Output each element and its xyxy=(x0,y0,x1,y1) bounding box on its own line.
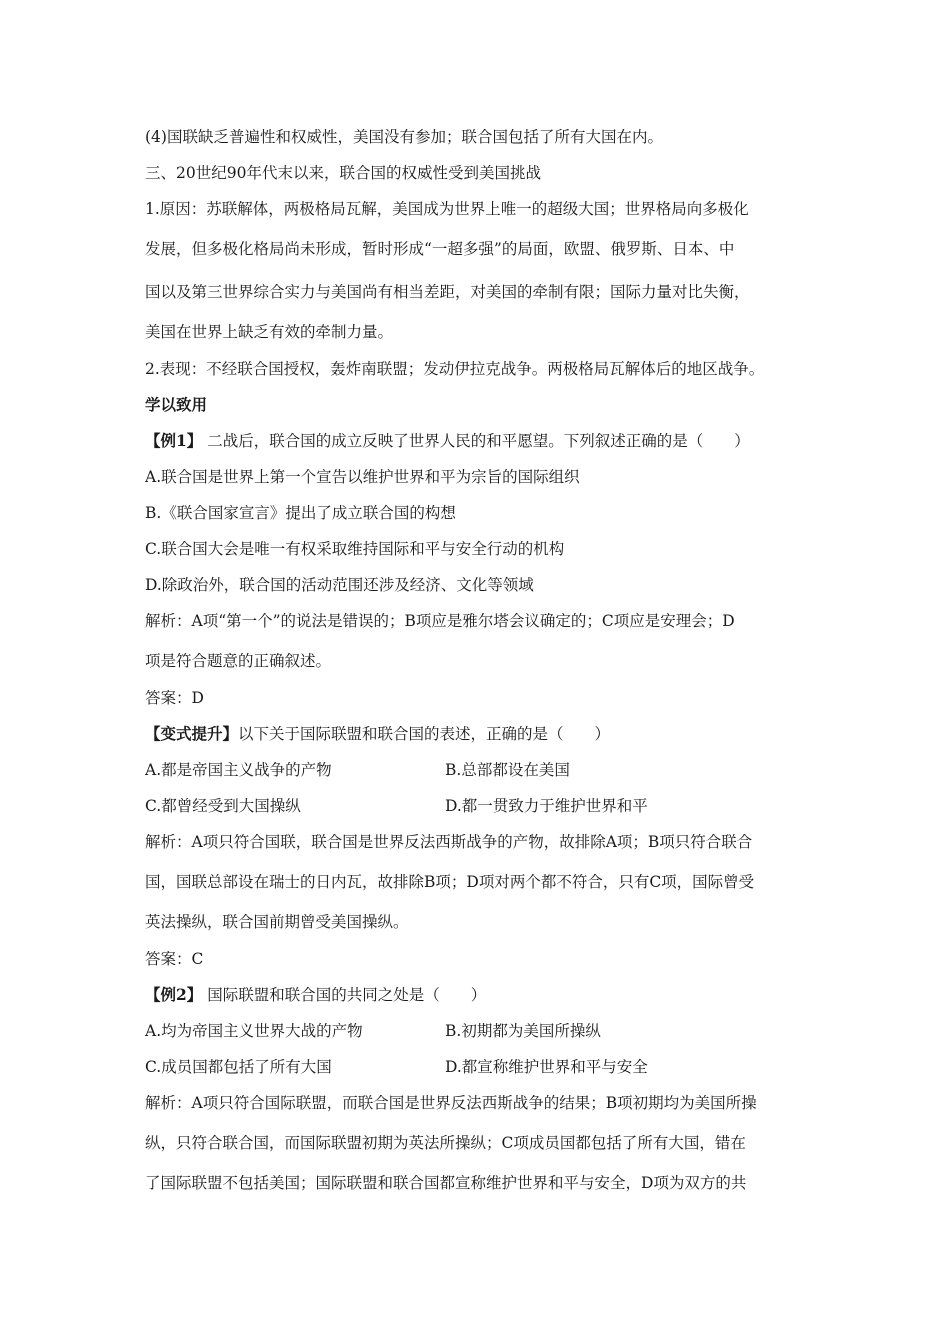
option-b: B.初期都为美国所操纵 xyxy=(445,1022,601,1040)
options-row xyxy=(145,1056,810,1078)
analysis-line: 解析：A项只符合国际联盟，而联合国是世界反法西斯战争的结果；B项初期均为美国所操 xyxy=(145,1094,757,1112)
answer-line: 答案：D xyxy=(145,689,204,707)
option-a: A.均为帝国主义世界大战的产物 xyxy=(145,1022,363,1040)
analysis-line: 英法操纵，联合国前期曾受美国操纵。 xyxy=(145,913,409,931)
options-row xyxy=(145,759,810,781)
option-d: D.都一贯致力于维护世界和平 xyxy=(445,797,648,815)
analysis-line: 国，国联总部设在瑞士的日内瓦，故排除B项；D项对两个都不符合，只有C项，国际曾受 xyxy=(145,873,755,891)
option-a: A.联合国是世界上第一个宣告以维护世界和平为宗旨的国际组织 xyxy=(145,468,580,486)
text-line: (4)国联缺乏普遍性和权威性，美国没有参加；联合国包括了所有大国在内。 xyxy=(145,128,663,146)
analysis-line: 纵，只符合联合国，而国际联盟初期为英法所操纵；C项成员国都包括了所有大国，错在 xyxy=(145,1134,746,1152)
example-2-question xyxy=(145,984,810,1006)
variant-label: 【变式提升】 xyxy=(145,724,239,743)
question-text: 以下关于国际联盟和联合国的表述，正确的是（ ） xyxy=(238,725,611,743)
option-d: D.除政治外，联合国的活动范围还涉及经济、文化等领域 xyxy=(145,576,534,594)
example-label: 【例1】 xyxy=(145,431,203,450)
question-text: 国际联盟和联合国的共同之处是（ ） xyxy=(202,986,487,1004)
option-c: C.都曾经受到大国操纵 xyxy=(145,797,301,815)
analysis-line: 了国际联盟不包括美国；国际联盟和联合国都宣称维护世界和平与安全，D项为双方的共 xyxy=(145,1174,747,1192)
option-c: C.联合国大会是唯一有权采取维持国际和平与安全行动的机构 xyxy=(145,540,565,558)
analysis-line: 解析：A项“第一个”的说法是错误的；B项应是雅尔塔会议确定的；C项应是安理会；D xyxy=(145,612,735,630)
analysis-line: 解析：A项只符合国联，联合国是世界反法西斯战争的产物，故排除A项；B项只符合联合 xyxy=(145,833,753,851)
variant-question xyxy=(145,723,810,745)
options-row xyxy=(145,1020,810,1042)
text-line: 国以及第三世界综合实力与美国尚有相当差距，对美国的牵制有限；国际力量对比失衡， xyxy=(145,283,750,301)
example-label: 【例2】 xyxy=(145,985,203,1004)
options-row xyxy=(145,795,810,817)
option-c: C.成员国都包括了所有大国 xyxy=(145,1058,332,1076)
section-title: 学以致用 xyxy=(145,395,208,414)
answer-line: 答案：C xyxy=(145,950,204,968)
analysis-line: 项是符合题意的正确叙述。 xyxy=(145,652,332,670)
text-line: 发展，但多极化格局尚未形成，暂时形成“一超多强”的局面，欧盟、俄罗斯、日本、中 xyxy=(145,240,735,258)
text-line: 2.表现：不经联合国授权，轰炸南联盟；发动伊拉克战争。两极格局瓦解体后的地区战争。 xyxy=(145,360,765,378)
option-b: B.总部都设在美国 xyxy=(445,761,570,779)
option-a: A.都是帝国主义战争的产物 xyxy=(145,761,332,779)
text-line: 1.原因：苏联解体，两极格局瓦解，美国成为世界上唯一的超级大国；世界格局向多极化 xyxy=(145,200,749,218)
option-b: B.《联合国家宣言》提出了成立联合国的构想 xyxy=(145,504,456,522)
option-d: D.都宣称维护世界和平与安全 xyxy=(445,1058,648,1076)
example-1-question xyxy=(145,430,810,452)
text-line: 美国在世界上缺乏有效的牵制力量。 xyxy=(145,323,394,341)
section-heading: 三、20世纪90年代末以来，联合国的权威性受到美国挑战 xyxy=(145,164,541,182)
question-text: 二战后，联合国的成立反映了世界人民的和平愿望。下列叙述正确的是（ ） xyxy=(202,432,750,450)
